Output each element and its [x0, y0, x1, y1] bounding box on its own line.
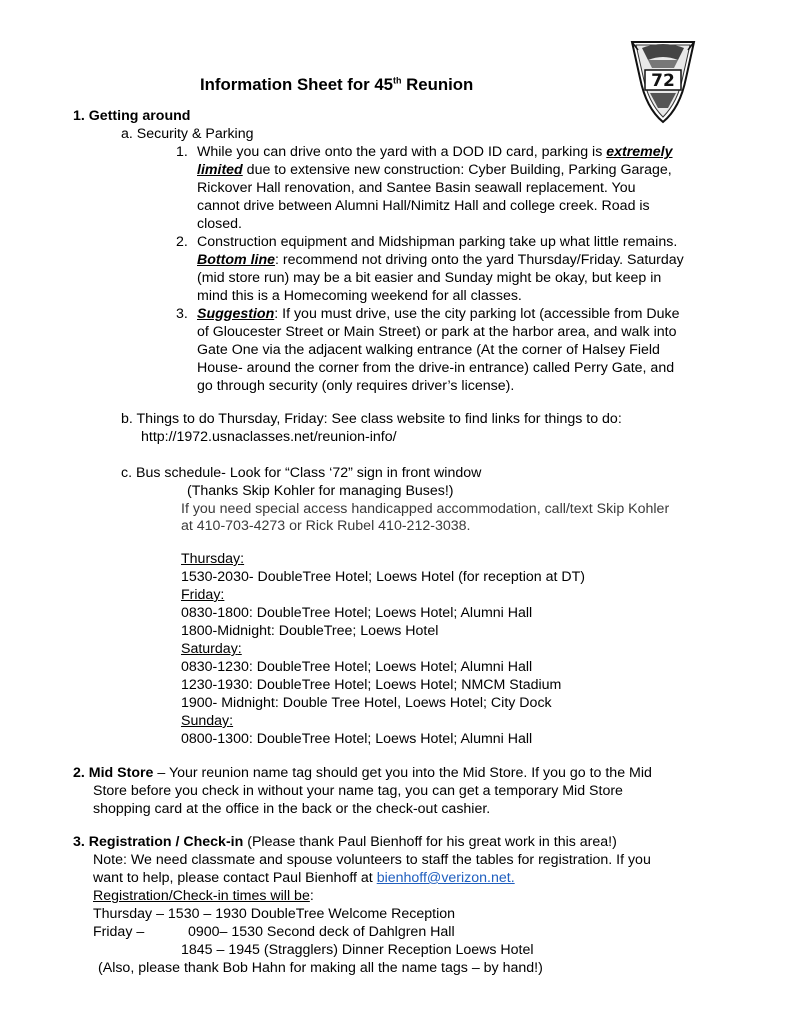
- page-title: Information Sheet for 45th Reunion: [200, 75, 474, 94]
- accommodation-note: If you need special access handicapped accommodation, call/text Skip Kohler: [181, 501, 670, 517]
- list-item-text: Rickover Hall renovation, and Santee Basin seawall replacement. You: [197, 180, 636, 196]
- registration-time-day: Friday –: [93, 924, 145, 940]
- subsection-security-parking: a. Security & Parking: [121, 126, 254, 142]
- subsection-bus-schedule: c. Bus schedule- Look for “Class ‘72” sign in front window: [121, 465, 482, 481]
- section-registration: 3. Registration / Check-in (Please thank Paul Bienhoff for his great work in this area!): [73, 834, 617, 850]
- registration-text: want to help, please contact Paul Bienhoff at bienhoff@verizon.net.: [93, 870, 515, 886]
- class-crest-logo: [628, 38, 698, 124]
- schedule-line: 1800-Midnight: DoubleTree; Loews Hotel: [181, 623, 439, 639]
- list-item-text: cannot drive between Alumni Hall/Nimitz Hall and college creek. Road is: [197, 198, 650, 214]
- registration-times-heading: Registration/Check-in times will be:: [93, 888, 314, 904]
- registration-time-line: 1845 – 1945 (Stragglers) Dinner Reception Loews Hotel: [181, 942, 534, 958]
- list-item-text: go through security (only requires driver’s license).: [197, 378, 515, 394]
- email-link[interactable]: bienhoff@verizon.net.: [376, 870, 515, 886]
- registration-text: Note: We need classmate and spouse volunteers to staff the tables for registration. If you: [93, 852, 651, 868]
- list-item-text: Suggestion: If you must drive, use the city parking lot (accessible from Duke: [197, 306, 680, 322]
- list-number: 2.: [176, 234, 188, 250]
- reunion-info-url[interactable]: http://1972.usnaclasses.net/reunion-info/: [141, 429, 397, 445]
- day-heading-sunday: Sunday:: [181, 713, 234, 729]
- accommodation-phones: at 410-703-4273 or Rick Rubel 410-212-3038.: [181, 518, 471, 534]
- list-item-text: (mid store run) may be a bit easier and Sunday might be okay, but keep in: [197, 270, 662, 286]
- day-heading-thursday: Thursday:: [181, 551, 245, 567]
- list-item-text: Bottom line: recommend not driving onto the yard Thursday/Friday. Saturday: [197, 252, 684, 268]
- schedule-line: 1530-2030- DoubleTree Hotel; Loews Hotel (for reception at DT): [181, 569, 586, 585]
- list-number: 3.: [176, 306, 188, 322]
- mid-store-text: Store before you check in without your name tag, you can get a temporary Mid Store: [93, 783, 623, 799]
- schedule-line: 0830-1230: DoubleTree Hotel; Loews Hotel; Alumni Hall: [181, 659, 533, 675]
- subsection-things-to-do: b. Things to do Thursday, Friday: See class website to find links for things to do:: [121, 411, 622, 427]
- schedule-line: 0830-1800: DoubleTree Hotel; Loews Hotel; Alumni Hall: [181, 605, 533, 621]
- list-item-text: limited due to extensive new construction: Cyber Building, Parking Garage,: [197, 162, 672, 178]
- list-item-text: While you can drive onto the yard with a DOD ID card, parking is extremely: [197, 144, 673, 160]
- list-number: 1.: [176, 144, 188, 160]
- svg-text:72: 72: [651, 71, 675, 91]
- day-heading-saturday: Saturday:: [181, 641, 242, 657]
- section-getting-around-heading: 1. Getting around: [73, 108, 191, 124]
- day-heading-friday: Friday:: [181, 587, 225, 603]
- schedule-line: 0800-1300: DoubleTree Hotel; Loews Hotel; Alumni Hall: [181, 731, 533, 747]
- list-item-text: Construction equipment and Midshipman parking take up what little remains.: [197, 234, 678, 250]
- list-item-text: closed.: [197, 216, 242, 232]
- name-tag-thanks: (Also, please thank Bob Hahn for making all the name tags – by hand!): [98, 960, 543, 976]
- list-item-text: Gate One via the adjacent walking entrance (At the corner of Halsey Field: [197, 342, 660, 358]
- registration-time-line: 0900– 1530 Second deck of Dahlgren Hall: [188, 924, 455, 940]
- registration-time-line: Thursday – 1530 – 1930 DoubleTree Welcome Reception: [93, 906, 455, 922]
- bus-thanks-note: (Thanks Skip Kohler for managing Buses!): [187, 483, 454, 499]
- section-mid-store: 2. Mid Store – Your reunion name tag should get you into the Mid Store. If you go to the Mid: [73, 765, 652, 781]
- schedule-line: 1230-1930: DoubleTree Hotel; Loews Hotel; NMCM Stadium: [181, 677, 562, 693]
- list-item-text: House- around the corner from the drive-in entrance) called Perry Gate, and: [197, 360, 675, 376]
- schedule-line: 1900- Midnight: Double Tree Hotel, Loews Hotel; City Dock: [181, 695, 552, 711]
- list-item-text: of Gloucester Street or Main Street) or park at the harbor area, and walk into: [197, 324, 677, 340]
- list-item-text: mind this is a Homecoming weekend for all classes.: [197, 288, 522, 304]
- mid-store-text: shopping card at the office in the back or the check-out cashier.: [93, 801, 491, 817]
